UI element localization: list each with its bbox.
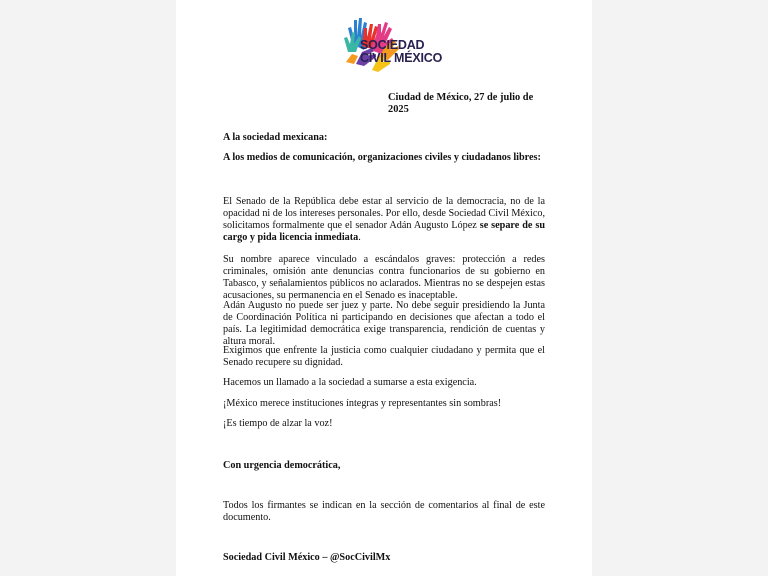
paragraph-4: Exigimos que enfrente la justicia como cualquier ciudadano y permita que el Senado recupere su dignidad. — [223, 345, 545, 368]
paragraph-6: ¡México merece instituciones íntegras y representantes sin sombras! — [223, 398, 502, 409]
paragraph-1 — [223, 196, 545, 244]
logo — [320, 2, 448, 78]
closing: Con urgencia democrática, — [223, 460, 341, 471]
paragraph-7: ¡Es tiempo de alzar la voz! — [223, 418, 333, 429]
paragraph-5: Hacemos un llamado a la sociedad a sumarse a esta exigencia. — [223, 377, 477, 388]
signature: Sociedad Civil México – @SocCivilMx — [223, 552, 391, 563]
salutation-media: A los medios de comunicación, organizaciones civiles y ciudadanos libres: — [223, 152, 541, 163]
logo-text — [360, 39, 442, 65]
salutation-society: A la sociedad mexicana: — [223, 132, 328, 143]
paragraph-1-demand: se separe de su cargo y pida licencia inmediata — [223, 220, 545, 243]
paragraph-3: Adán Augusto no puede ser juez y parte. No debe seguir presidiendo la Junta de Coordinación Política ni participando en decisiones que afectan a todo el país. La legitimidad democrática exige transparencia, rendición de cuentas y altura moral. — [223, 300, 545, 347]
letter-date: Ciudad de México, 27 de julio de 2025 — [388, 92, 534, 115]
paragraph-2: Su nombre aparece vinculado a escándalos graves: protección a redes criminales, omisión ante denuncias contra funcionarios de su gobierno en Tabasco, y señalamientos públicos no aclarados. Mientras no se despejen estas acusaciones, su permanencia en el Senado es inaceptable. — [223, 254, 545, 301]
paragraph-1-end: . — [358, 232, 361, 243]
logo-line-2: CIVIL MÉXICO — [360, 51, 443, 65]
paragraph-1-text: El Senado de la República debe estar al servicio de la democracia, no de la opacidad ni de los intereses personales. Por ello, desde Sociedad Civil México, solicitamos formalmente que el senador Adán Augusto López — [223, 196, 545, 231]
letter-page — [176, 0, 592, 576]
logo-line-1: SOCIEDAD — [360, 38, 425, 52]
signers-note: Todos los firmantes se indican en la sección de comentarios al final de este documento. — [223, 500, 545, 523]
